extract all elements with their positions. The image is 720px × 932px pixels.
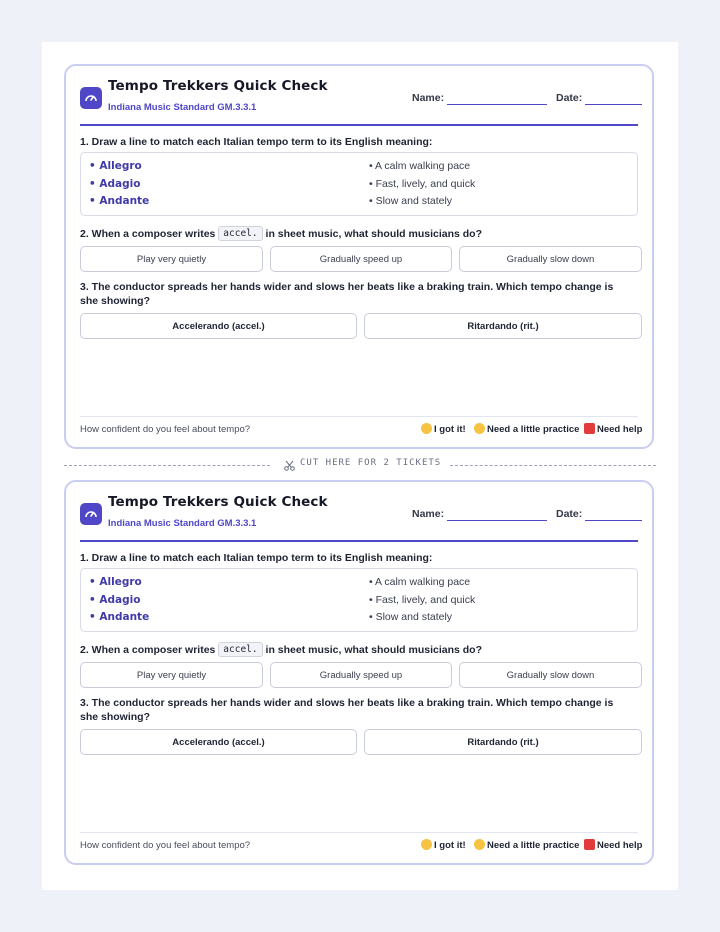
term-andante[interactable]: • Andante	[89, 611, 150, 623]
confidence-practice[interactable]	[474, 423, 579, 435]
meaning-fast[interactable]: • Fast, lively, and quick	[369, 178, 476, 190]
cut-label: CUT HERE FOR 2 TICKETS	[300, 458, 442, 468]
speedometer-icon	[80, 503, 102, 525]
term-allegro[interactable]: • Allegro	[89, 160, 142, 172]
option-ritardando[interactable]: Ritardando (rit.)	[364, 313, 642, 339]
meaning-fast[interactable]: • Fast, lively, and quick	[369, 594, 476, 606]
question-2	[80, 226, 638, 241]
grinning-face-icon	[421, 839, 432, 850]
confidence-prompt: How confident do you feel about tempo?	[80, 840, 251, 851]
sos-icon	[584, 423, 595, 434]
confidence-help-label: Need help	[597, 424, 643, 435]
confidence-prompt: How confident do you feel about tempo?	[80, 424, 251, 435]
cut-dash-left	[64, 465, 270, 466]
name-field[interactable]	[447, 104, 547, 105]
question-2	[80, 642, 638, 657]
question-2-start: 2. When a composer writes	[80, 644, 216, 656]
option-play-quietly[interactable]: Play very quietly	[80, 246, 263, 272]
option-speed-up[interactable]: Gradually speed up	[270, 246, 452, 272]
header-divider	[80, 540, 638, 542]
date-field[interactable]	[585, 104, 642, 105]
name-label: Name:	[412, 508, 445, 520]
option-speed-up[interactable]: Gradually speed up	[270, 662, 452, 688]
date-label: Date:	[556, 92, 583, 104]
question-1: 1. Draw a line to match each Italian tempo term to its English meaning:	[80, 136, 433, 148]
question-2-start: 2. When a composer writes	[80, 228, 216, 240]
speedometer-icon	[80, 87, 102, 109]
confidence-help[interactable]	[584, 423, 642, 435]
question-1: 1. Draw a line to match each Italian tempo term to its English meaning:	[80, 552, 433, 564]
worksheet-page	[42, 42, 678, 890]
thinking-face-icon	[474, 423, 485, 434]
exit-ticket-2	[64, 480, 654, 865]
meaning-slow[interactable]: • Slow and stately	[369, 195, 453, 207]
cut-line	[64, 458, 656, 472]
term-allegro[interactable]: • Allegro	[89, 576, 142, 588]
cut-dash-right	[450, 465, 656, 466]
name-field[interactable]	[447, 520, 547, 521]
footer-divider	[80, 416, 638, 417]
option-accelerando[interactable]: Accelerando (accel.)	[80, 313, 357, 339]
code-accel: accel.	[218, 642, 262, 657]
sos-icon	[584, 839, 595, 850]
code-accel: accel.	[218, 226, 262, 241]
confidence-help-label: Need help	[597, 840, 643, 851]
date-label: Date:	[556, 508, 583, 520]
option-accelerando[interactable]: Accelerando (accel.)	[80, 729, 357, 755]
option-slow-down[interactable]: Gradually slow down	[459, 246, 642, 272]
standard-label: Indiana Music Standard GM.3.3.1	[108, 518, 257, 529]
thinking-face-icon	[474, 839, 485, 850]
grinning-face-icon	[421, 423, 432, 434]
confidence-practice-label: Need a little practice	[487, 424, 580, 435]
question-3: 3. The conductor spreads her hands wider and slows her beats like a braking train. Which tempo change is she showing?	[80, 697, 614, 723]
confidence-got-it[interactable]	[421, 423, 466, 435]
confidence-practice[interactable]	[474, 839, 579, 851]
scissors-icon	[284, 460, 295, 471]
confidence-help[interactable]	[584, 839, 642, 851]
option-play-quietly[interactable]: Play very quietly	[80, 662, 263, 688]
ticket-title: Tempo Trekkers Quick Check	[108, 494, 328, 510]
standard-label: Indiana Music Standard GM.3.3.1	[108, 102, 257, 113]
question-3: 3. The conductor spreads her hands wider and slows her beats like a braking train. Which tempo change is she showing?	[80, 281, 614, 307]
confidence-practice-label: Need a little practice	[487, 840, 580, 851]
name-label: Name:	[412, 92, 445, 104]
matching-box	[80, 152, 638, 216]
exit-ticket-1	[64, 64, 654, 449]
date-field[interactable]	[585, 520, 642, 521]
term-andante[interactable]: • Andante	[89, 195, 150, 207]
question-2-end: in sheet music, what should musicians do?	[265, 644, 483, 656]
meaning-walking-pace[interactable]: • A calm walking pace	[369, 576, 471, 588]
footer-divider	[80, 832, 638, 833]
confidence-got-it-label: I got it!	[434, 840, 466, 851]
term-adagio[interactable]: • Adagio	[89, 594, 141, 606]
matching-box	[80, 568, 638, 632]
meaning-slow[interactable]: • Slow and stately	[369, 611, 453, 623]
header-divider	[80, 124, 638, 126]
option-slow-down[interactable]: Gradually slow down	[459, 662, 642, 688]
term-adagio[interactable]: • Adagio	[89, 178, 141, 190]
meaning-walking-pace[interactable]: • A calm walking pace	[369, 160, 471, 172]
question-2-end: in sheet music, what should musicians do?	[265, 228, 483, 240]
option-ritardando[interactable]: Ritardando (rit.)	[364, 729, 642, 755]
confidence-got-it-label: I got it!	[434, 424, 466, 435]
ticket-title: Tempo Trekkers Quick Check	[108, 78, 328, 94]
confidence-got-it[interactable]	[421, 839, 466, 851]
